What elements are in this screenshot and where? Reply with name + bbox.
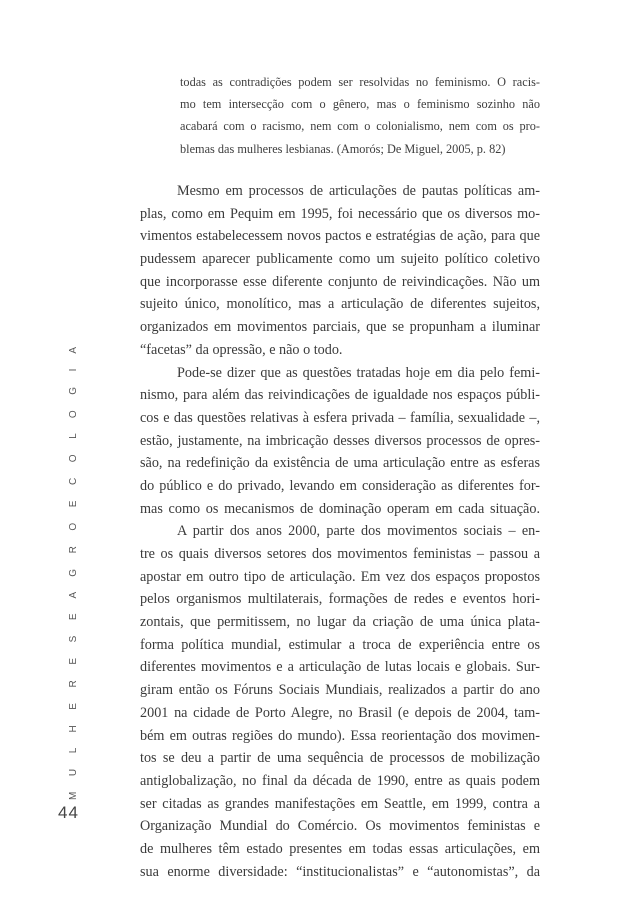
body-line: do público e do privado, levando em consideração as diferentes for- — [140, 477, 540, 494]
body-line: cos e das questões relativas à esfera privada – família, sexualidade –, — [140, 409, 540, 426]
quote-line: acabará com o racismo, nem com o colonialismo, nem com os pro- — [180, 119, 540, 134]
body-line: “facetas” da opressão, e não o todo. — [140, 341, 343, 358]
body-line: sujeito único, monolítico, mas a articulação de diferentes sujeitos, — [140, 296, 540, 313]
body-line: zontais, que permitissem, no lugar da criação de uma única plata- — [140, 614, 540, 631]
body-line: pudessem aparecer publicamente como um sujeito político coletivo — [140, 251, 540, 268]
body-line: A partir dos anos 2000, parte dos movimentos sociais – en- — [177, 523, 540, 540]
body-line: sua enorme diversidade: “institucionalistas” e “autonomistas”, da — [140, 863, 540, 880]
body-line: de mulheres têm estado presentes em todas essas articulações, em — [140, 840, 540, 857]
quote-line: blemas das mulheres lesbianas. (Amorós; De Miguel, 2005, p. 82) — [180, 141, 506, 156]
body-line: ser citadas as grandes manifestações em Seattle, em 1999, contra a — [140, 795, 540, 812]
body-line: que incorporasse esse diferente conjunto de reivindicações. Não um — [140, 273, 540, 290]
body-line: pelos organismos multilaterais, formações de redes e eventos hori- — [140, 591, 540, 608]
body-line: organizados em movimentos parciais, que se propunham a iluminar — [140, 319, 540, 336]
body-line: são, na redefinição da existência de uma articulação entre as esferas — [140, 455, 540, 472]
body-line: forma política mundial, estimular a troca de experiência entre os — [140, 636, 540, 653]
body-line: nismo, para além das reivindicações de igualdade nos espaços públi- — [140, 387, 540, 404]
body-line: diferentes movimentos e a articulação de lutas locais e globais. Sur- — [140, 659, 540, 676]
body-line: apostar em outro tipo de articulação. Em vez dos espaços propostos — [140, 568, 540, 585]
body-line: estão, justamente, na imbricação desses diversos processos de opres- — [140, 432, 540, 449]
body-line: Pode-se dizer que as questões tratadas hoje em dia pelo femi- — [177, 364, 540, 381]
body-line: Mesmo em processos de articulações de pautas políticas am- — [177, 183, 540, 199]
running-head: M U L H E R E S E A G R O E C O L O G I A — [68, 340, 79, 800]
body-line: tre os quais diversos setores dos movimentos feministas – passou a — [140, 546, 540, 562]
block-quote — [180, 71, 540, 160]
quote-line: mo tem intersecção com o gênero, mas o feminismo sozinho não — [180, 97, 540, 112]
body-text — [140, 180, 540, 883]
body-line: vimentos estabelecessem novos pactos e estratégias de ação, para que — [140, 228, 540, 245]
quote-line: todas as contradições podem ser resolvidas no feminismo. O racis- — [180, 75, 540, 89]
page-number: 44 — [58, 803, 79, 822]
body-line: giram então os Fóruns Sociais Mundiais, realizados a partir do ano — [140, 682, 540, 699]
body-line: tos se deu a partir de uma sequência de processos de mobilização — [140, 750, 540, 767]
body-line: 2001 na cidade de Porto Alegre, no Brasil (e depois de 2004, tam- — [140, 704, 540, 721]
body-line: bém em outras regiões do mundo). Essa reorientação dos movimen- — [140, 727, 540, 744]
body-line: plas, como em Pequim em 1995, foi necessário que os diversos mo- — [140, 205, 540, 222]
body-line: Organização Mundial do Comércio. Os movimentos feministas e — [140, 818, 540, 835]
body-line: mas como os mecanismos de dominação operam em cada situação. — [140, 500, 540, 517]
body-line: antiglobalização, no final da década de 1990, entre as quais podem — [140, 772, 540, 789]
